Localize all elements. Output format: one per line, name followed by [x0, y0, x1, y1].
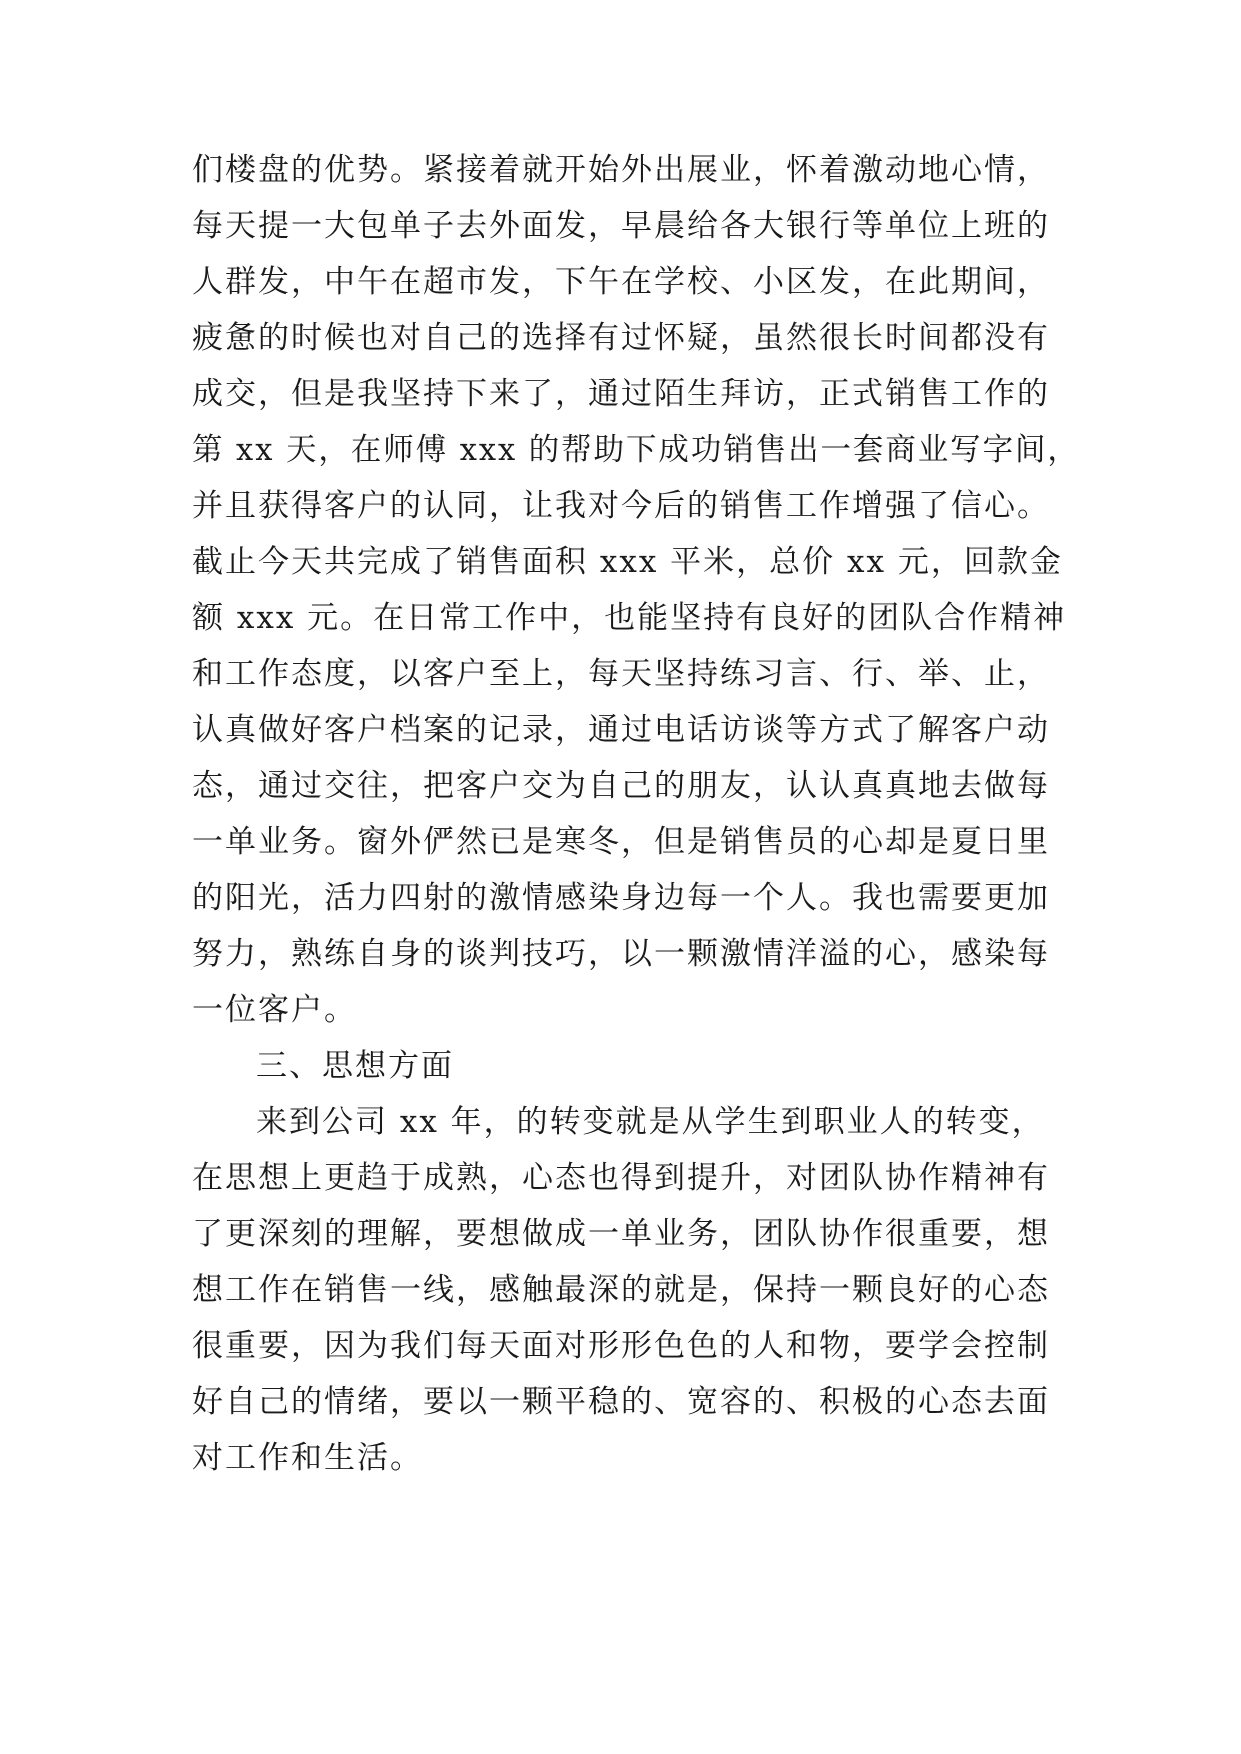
text-line: 想工作在销售一线，感触最深的就是，保持一颗良好的心态 — [192, 1272, 1050, 1308]
text-line: 认真做好客户档案的记录，通过电话访谈等方式了解客户动 — [192, 712, 1050, 748]
text-line: 疲惫的时候也对自己的选择有过怀疑，虽然很长时间都没有 — [192, 320, 1050, 356]
section-heading: 三、思想方面 — [256, 1048, 454, 1084]
text-line: 人群发，中午在超市发，下午在学校、小区发，在此期间， — [192, 264, 1050, 300]
text-line: 额 xxx 元。在日常工作中，也能坚持有良好的团队合作精神 — [192, 600, 1067, 636]
text-line: 来到公司 xx 年，的转变就是从学生到职业人的转变， — [256, 1104, 1045, 1140]
text-line: 努力，熟练自身的谈判技巧，以一颗激情洋溢的心，感染每 — [192, 936, 1050, 972]
text-line: 很重要，因为我们每天面对形形色色的人和物，要学会控制 — [192, 1328, 1050, 1364]
text-line: 第 xx 天，在师傅 xxx 的帮助下成功销售出一套商业写字间， — [192, 432, 1080, 468]
text-line: 好自己的情绪，要以一颗平稳的、宽容的、积极的心态去面 — [192, 1384, 1050, 1420]
text-line: 每天提一大包单子去外面发，早晨给各大银行等单位上班的 — [192, 208, 1050, 244]
text-line: 并且获得客户的认同，让我对今后的销售工作增强了信心。 — [192, 488, 1050, 524]
text-line: 一位客户。 — [192, 992, 357, 1028]
text-line: 的阳光，活力四射的激情感染身边每一个人。我也需要更加 — [192, 880, 1050, 916]
text-line: 态，通过交往，把客户交为自己的朋友，认认真真地去做每 — [192, 768, 1050, 804]
text-line: 在思想上更趋于成熟，心态也得到提升，对团队协作精神有 — [192, 1160, 1050, 1196]
text-line: 一单业务。窗外俨然已是寒冬，但是销售员的心却是夏日里 — [192, 824, 1050, 860]
text-line: 们楼盘的优势。紧接着就开始外出展业，怀着激动地心情， — [192, 152, 1050, 188]
text-line: 对工作和生活。 — [192, 1440, 423, 1476]
text-line: 了更深刻的理解，要想做成一单业务，团队协作很重要，想 — [192, 1216, 1050, 1252]
text-line: 截止今天共完成了销售面积 xxx 平米，总价 xx 元，回款金 — [192, 544, 1063, 580]
text-line: 成交，但是我坚持下来了，通过陌生拜访，正式销售工作的 — [192, 376, 1050, 412]
text-line: 和工作态度，以客户至上，每天坚持练习言、行、举、止， — [192, 656, 1050, 692]
